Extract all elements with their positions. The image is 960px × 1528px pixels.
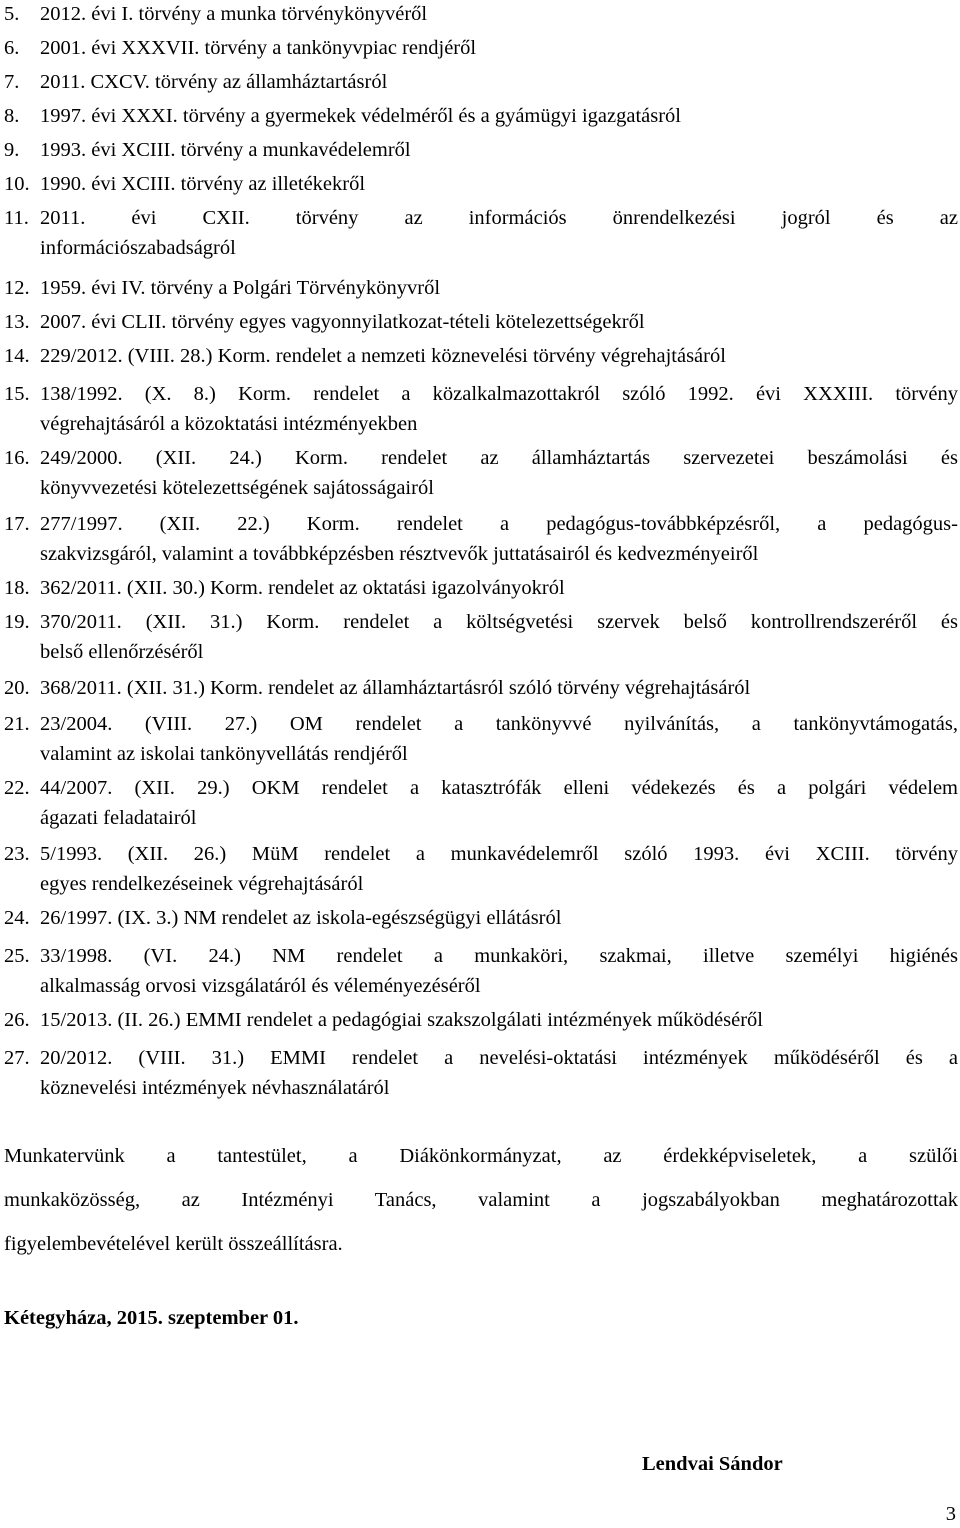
signature-name: Lendvai Sándor: [642, 1453, 783, 1475]
list-item-text: 26/1997. (IX. 3.) NM rendelet az iskola-egészségügyi ellátásról: [40, 907, 562, 929]
list-item-number: 24.: [4, 907, 30, 929]
list-item-number: 18.: [4, 577, 30, 599]
list-item-text: 229/2012. (VIII. 28.) Korm. rendelet a nemzeti köznevelési törvény végrehajtásáról: [40, 345, 726, 367]
place-and-date: Kétegyháza, 2015. szeptember 01.: [4, 1307, 299, 1329]
list-item-number: 7.: [4, 71, 20, 93]
list-item-number: 12.: [4, 277, 30, 299]
list-item-text: könyvvezetési kötelezettségének sajátosságairól: [40, 477, 434, 499]
list-item-number: 17.: [4, 513, 30, 535]
list-item-text: 249/2000. (XII. 24.) Korm. rendelet az államháztartás szervezetei beszámolási és: [40, 447, 958, 469]
list-item-text: 44/2007. (XII. 29.) OKM rendelet a katasztrófák elleni védekezés és a polgári védelem: [40, 777, 958, 799]
list-item-text: 1997. évi XXXI. törvény a gyermekek védelméről és a gyámügyi igazgatásról: [40, 105, 681, 127]
list-item-text: belső ellenőrzéséről: [40, 641, 204, 663]
list-item-number: 23.: [4, 843, 30, 865]
list-item-number: 26.: [4, 1009, 30, 1031]
list-item-number: 19.: [4, 611, 30, 633]
list-item-text: információszabadságról: [40, 237, 236, 259]
list-item-number: 22.: [4, 777, 30, 799]
list-item-text: 2007. évi CLII. törvény egyes vagyonnyilatkozat-tételi kötelezettségekről: [40, 311, 645, 333]
list-item-number: 11.: [4, 207, 29, 229]
list-item-number: 14.: [4, 345, 30, 367]
list-item-number: 16.: [4, 447, 30, 469]
list-item-text: 2011. évi CXII. törvény az információs önrendelkezési jogról és az: [40, 207, 958, 229]
list-item-text: ágazati feladatairól: [40, 807, 197, 829]
list-item-number: 8.: [4, 105, 20, 127]
list-item-number: 25.: [4, 945, 30, 967]
list-item-text: valamint az iskolai tankönyvellátás rendjéről: [40, 743, 408, 765]
list-item-text: 277/1997. (XII. 22.) Korm. rendelet a pedagógus-továbbképzésről, a pedagógus-: [40, 513, 958, 535]
list-item-text: 1959. évi IV. törvény a Polgári Törvénykönyvről: [40, 277, 441, 299]
list-item-text: 362/2011. (XII. 30.) Korm. rendelet az oktatási igazolványokról: [40, 577, 565, 599]
closing-paragraph-line: munkaközösség, az Intézményi Tanács, valamint a jogszabályokban meghatározottak: [4, 1189, 958, 1211]
list-item-number: 27.: [4, 1047, 30, 1069]
closing-paragraph-line: Munkatervünk a tantestület, a Diákönkormányzat, az érdekképviseletek, a szülői: [4, 1145, 958, 1167]
list-item-text: 2012. évi I. törvény a munka törvénykönyvéről: [40, 3, 428, 25]
list-item-text: 2001. évi XXXVII. törvény a tankönyvpiac rendjéről: [40, 37, 477, 59]
list-item-number: 9.: [4, 139, 20, 161]
list-item-text: 15/2013. (II. 26.) EMMI rendelet a pedagógiai szakszolgálati intézmények működéséről: [40, 1009, 763, 1031]
list-item-text: köznevelési intézmények névhasználatáról: [40, 1077, 390, 1099]
list-item-number: 10.: [4, 173, 30, 195]
page-number: 3: [945, 1503, 956, 1525]
list-item-text: egyes rendelkezéseinek végrehajtásáról: [40, 873, 364, 895]
list-item-text: 5/1993. (XII. 26.) MüM rendelet a munkavédelemről szóló 1993. évi XCIII. törvény: [40, 843, 958, 865]
list-item-text: 33/1998. (VI. 24.) NM rendelet a munkaköri, szakmai, illetve személyi higiénés: [40, 945, 958, 967]
list-item-text: alkalmasság orvosi vizsgálatáról és véleményezéséről: [40, 975, 481, 997]
list-item-text: 20/2012. (VIII. 31.) EMMI rendelet a nevelési-oktatási intézmények működéséről és a: [40, 1047, 958, 1069]
closing-paragraph-line: figyelembevételével került összeállításra.: [4, 1233, 343, 1255]
list-item-text: 1993. évi XCIII. törvény a munkavédelemről: [40, 139, 411, 161]
list-item-text: 368/2011. (XII. 31.) Korm. rendelet az államháztartásról szóló törvény végrehajtásáról: [40, 677, 751, 699]
list-item-text: 370/2011. (XII. 31.) Korm. rendelet a költségvetési szervek belső kontrollrendszeréről és: [40, 611, 958, 633]
list-item-text: szakvizsgáról, valamint a továbbképzésben résztvevők juttatásairól és kedvezményeiről: [40, 543, 759, 565]
list-item-number: 21.: [4, 713, 30, 735]
list-item-text: 1990. évi XCIII. törvény az illetékekről: [40, 173, 366, 195]
list-item-number: 13.: [4, 311, 30, 333]
list-item-text: 23/2004. (VIII. 27.) OM rendelet a tankönyvvé nyilvánítás, a tankönyvtámogatás,: [40, 713, 958, 735]
list-item-number: 15.: [4, 383, 30, 405]
list-item-number: 20.: [4, 677, 30, 699]
list-item-text: 138/1992. (X. 8.) Korm. rendelet a közalkalmazottakról szóló 1992. évi XXXIII. törvény: [40, 383, 958, 405]
list-item-text: végrehajtásáról a közoktatási intézményekben: [40, 413, 418, 435]
list-item-number: 6.: [4, 37, 20, 59]
list-item-text: 2011. CXCV. törvény az államháztartásról: [40, 71, 388, 93]
list-item-number: 5.: [4, 3, 20, 25]
